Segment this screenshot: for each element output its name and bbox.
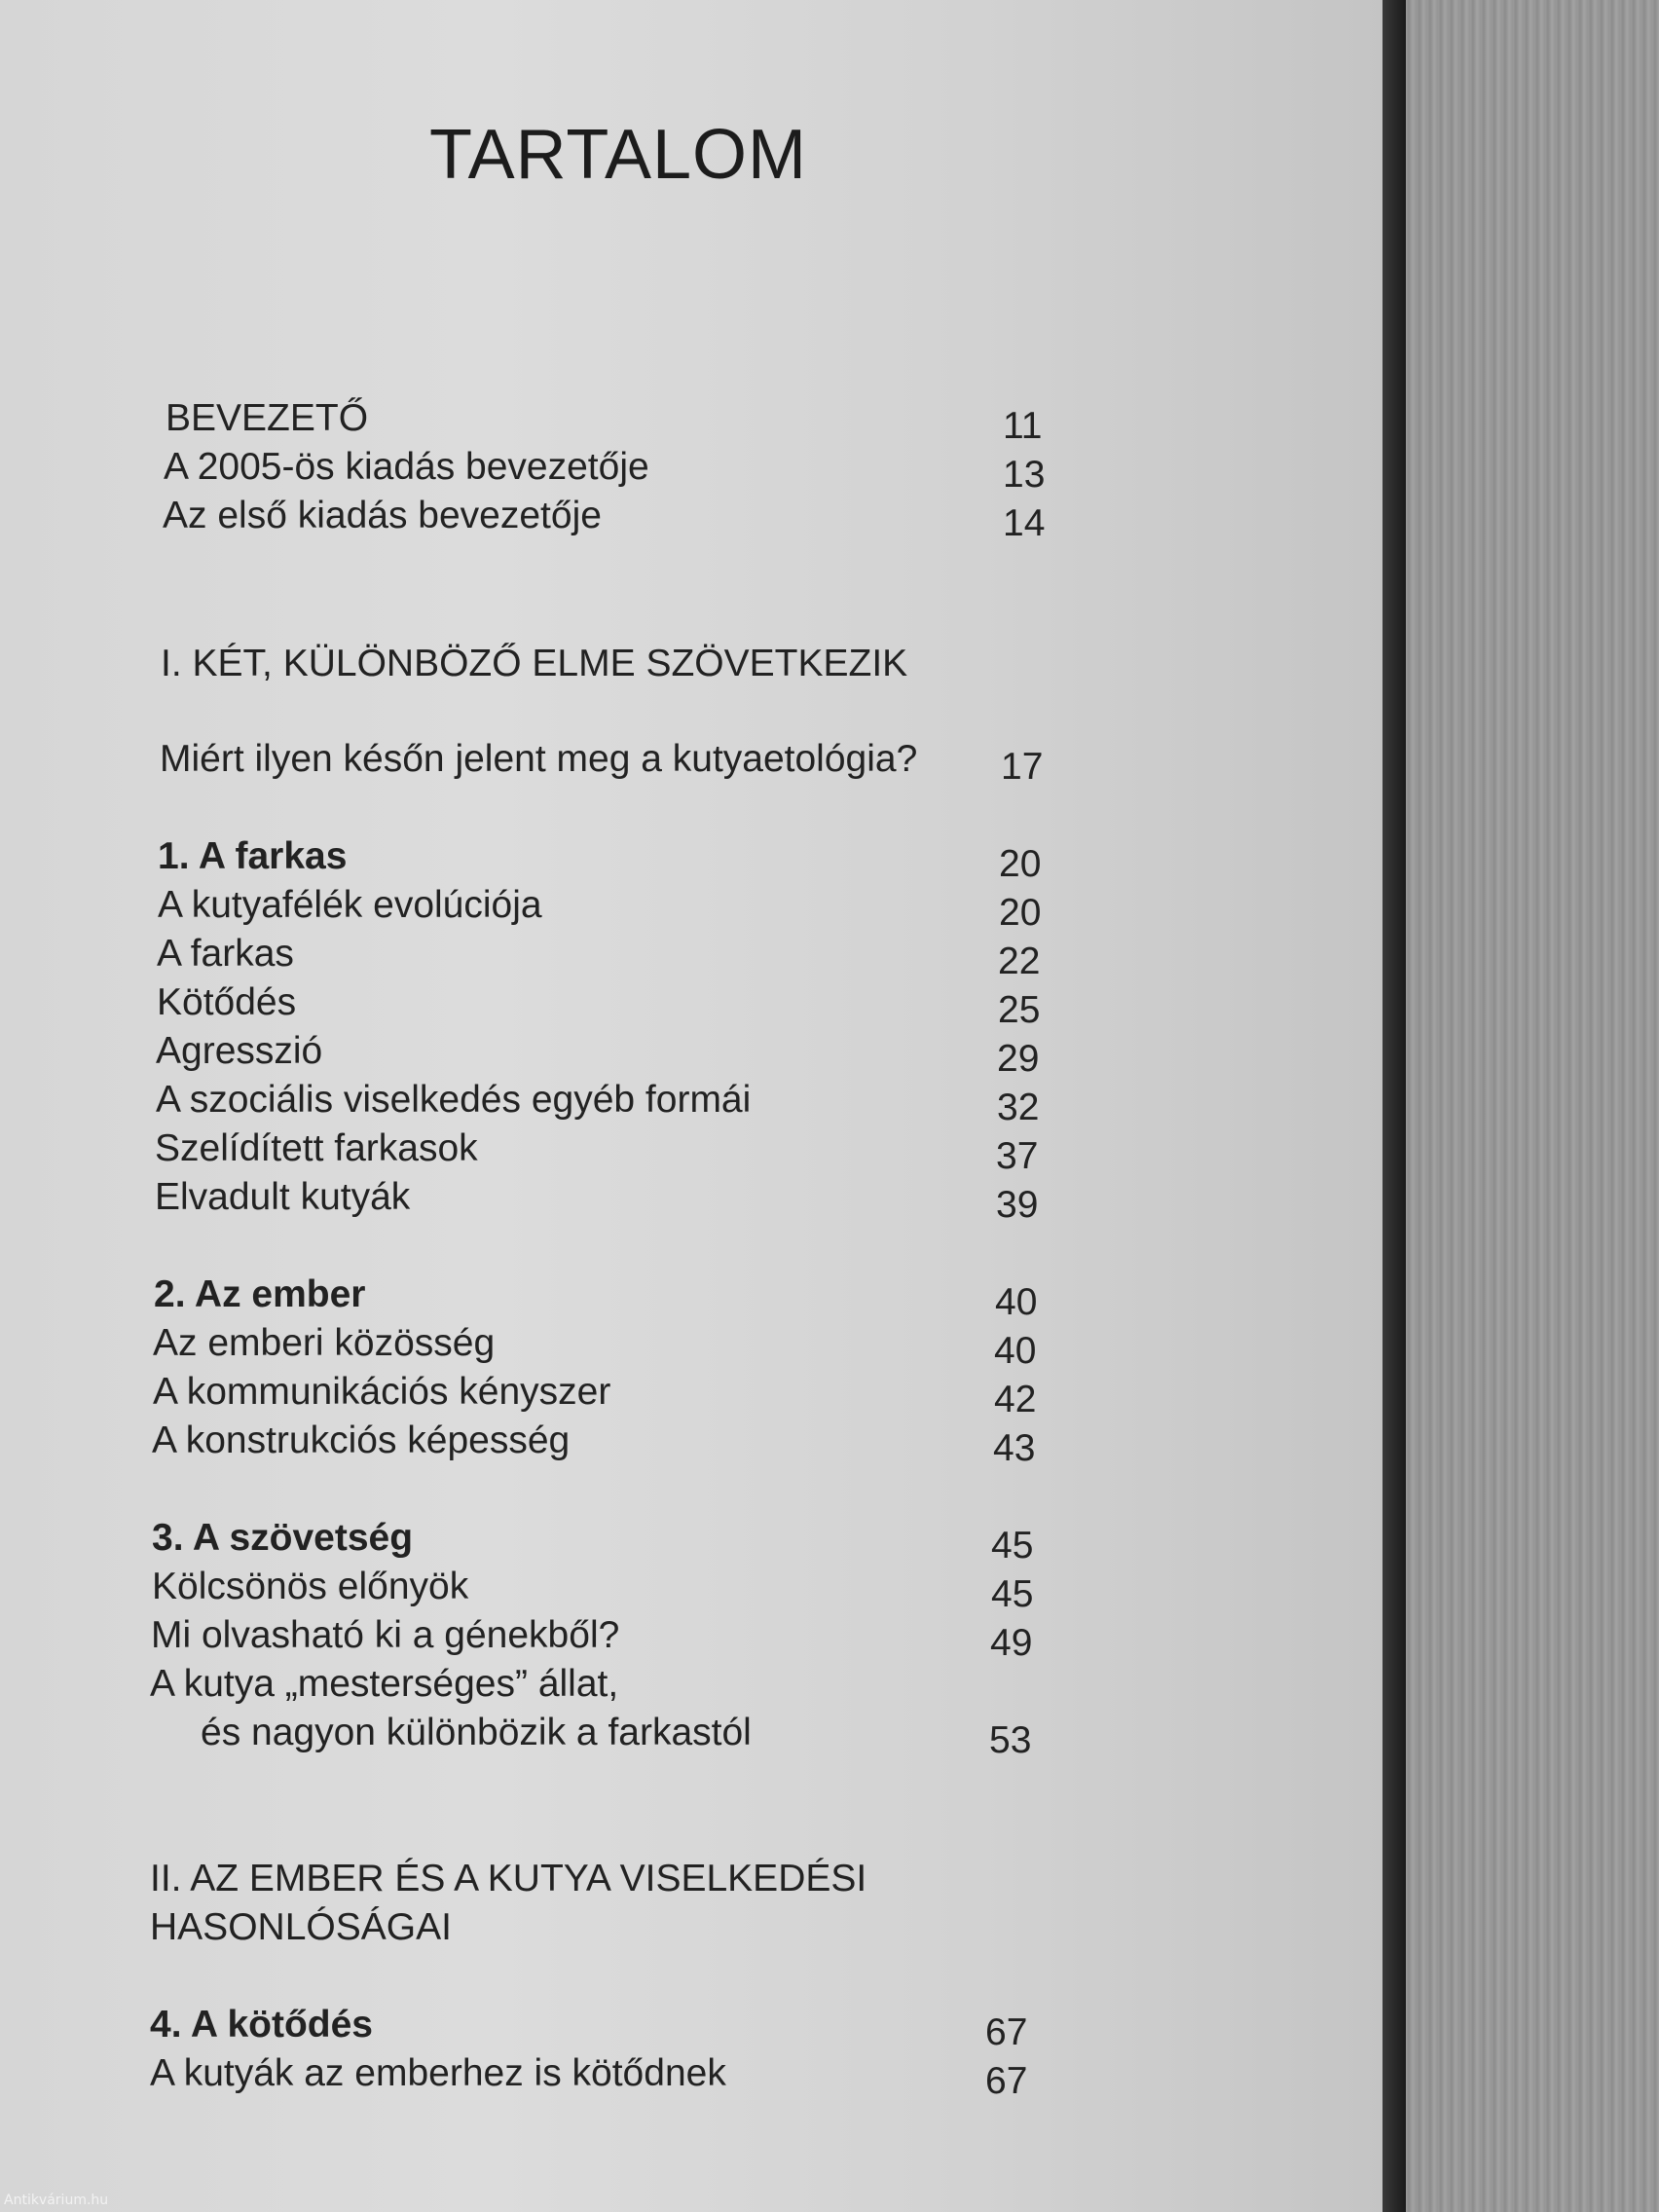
entry-page: 40: [995, 1281, 1038, 1323]
entry-page: 67: [985, 2060, 1028, 2102]
entry-page: 42: [994, 1379, 1037, 1420]
entry-label: Az első kiadás bevezetője: [163, 495, 602, 536]
entry-label: A kutyák az emberhez is kötődnek: [150, 2052, 726, 2094]
entry-label: Kölcsönös előnyök: [152, 1566, 469, 1607]
entry-page: 29: [997, 1038, 1040, 1080]
entry-label: A kutyafélék evolúciója: [158, 884, 542, 926]
entry-label: A szociális viselkedés egyéb formái: [156, 1079, 752, 1121]
chapter-title: 4. A kötődés: [150, 2004, 373, 2046]
entry-label: A kutya „mesterséges” állat,: [150, 1663, 619, 1705]
chapter-title: 3. A szövetség: [152, 1517, 414, 1559]
entry-page: 45: [991, 1573, 1034, 1615]
part-heading-continued: HASONLÓSÁGAI: [150, 1906, 452, 1948]
entry-page: 40: [994, 1330, 1037, 1372]
entry-label: Miért ilyen későn jelent meg a kutyaetológia?: [160, 738, 918, 780]
entry-label: BEVEZETŐ: [166, 397, 369, 439]
entry-label: Az emberi közösség: [153, 1322, 496, 1364]
entry-label: A konstrukciós képesség: [152, 1419, 571, 1461]
entry-label: és nagyon különbözik a farkastól: [201, 1712, 752, 1753]
entry-page: 17: [1001, 746, 1044, 788]
entry-page: 22: [998, 940, 1041, 982]
entry-label: Elvadult kutyák: [155, 1176, 411, 1218]
page-title: TARTALOM: [428, 116, 808, 194]
entry-page: 32: [997, 1087, 1040, 1128]
entry-page: 14: [1003, 502, 1046, 544]
entry-page: 45: [991, 1525, 1034, 1567]
entry-page: 67: [985, 2011, 1028, 2053]
entry-page: 49: [990, 1622, 1033, 1664]
entry-label: Mi olvasható ki a génekből?: [151, 1614, 620, 1656]
entry-label: Szelídített farkasok: [155, 1127, 478, 1169]
page-edge-shadow: [1382, 0, 1406, 2212]
entry-label: A farkas: [157, 933, 294, 975]
entry-page: 20: [999, 843, 1042, 885]
chapter-title: 1. A farkas: [158, 835, 348, 877]
entry-label: A 2005-ös kiadás bevezetője: [164, 446, 649, 488]
entry-page: 53: [989, 1719, 1032, 1761]
part-heading: I. KÉT, KÜLÖNBÖZŐ ELME SZÖVETKEZIK: [161, 643, 908, 684]
entry-page: 20: [999, 892, 1042, 934]
book-spine: [1406, 0, 1659, 2212]
chapter-title: 2. Az ember: [154, 1273, 366, 1315]
entry-page: 43: [993, 1427, 1036, 1469]
entry-label: A kommunikációs kényszer: [153, 1371, 611, 1413]
part-heading: II. AZ EMBER ÉS A KUTYA VISELKEDÉSI: [150, 1858, 867, 1899]
entry-page: 25: [998, 989, 1041, 1031]
entry-label: Agresszió: [156, 1030, 323, 1072]
entry-page: 37: [996, 1135, 1039, 1177]
entry-label: Kötődés: [157, 981, 297, 1023]
entry-page: 39: [996, 1184, 1039, 1226]
entry-page: 13: [1003, 454, 1046, 496]
entry-page: 11: [1003, 405, 1043, 447]
watermark: Antikvárium.hu: [4, 2193, 109, 2208]
